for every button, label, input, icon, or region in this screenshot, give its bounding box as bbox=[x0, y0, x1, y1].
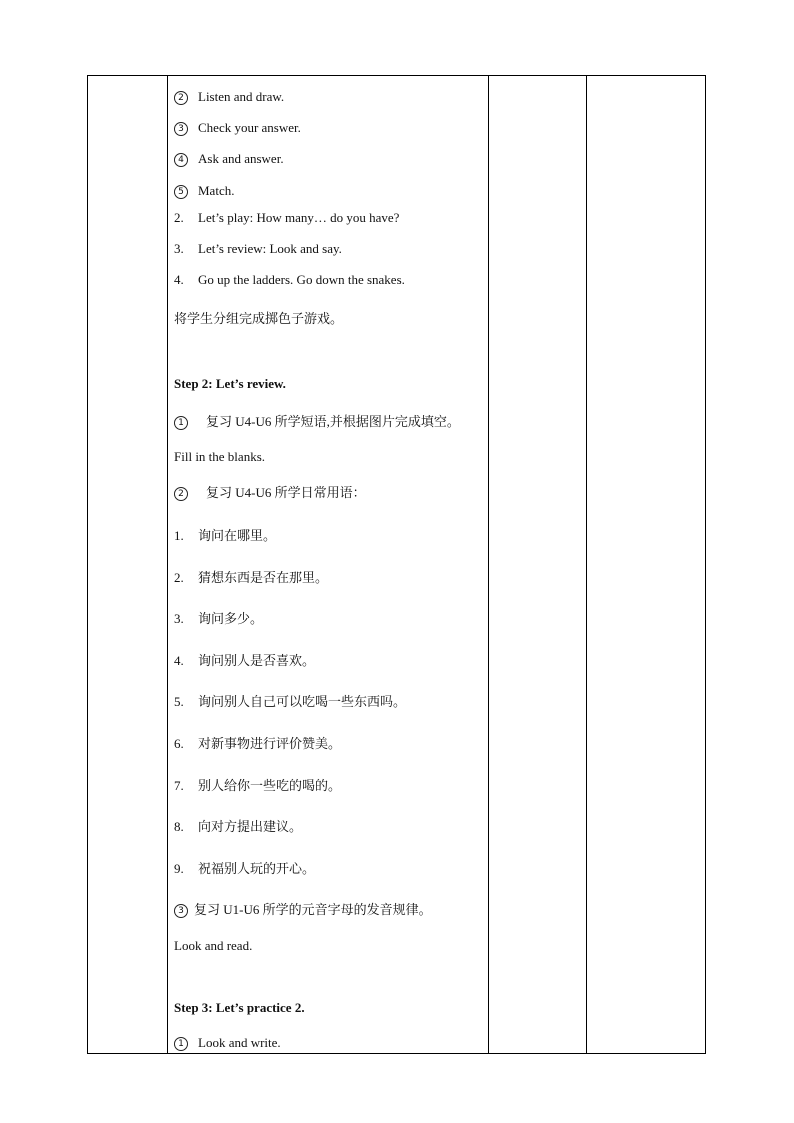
list-item bbox=[174, 611, 263, 627]
line-text: 猜想东西是否在那里。 bbox=[198, 570, 329, 585]
lesson-table bbox=[87, 75, 706, 1054]
list-number: 2. bbox=[174, 210, 184, 225]
heading-text: Step 2: Let’s review. bbox=[174, 376, 286, 391]
list-item bbox=[174, 485, 366, 501]
line-text: Check your answer. bbox=[198, 120, 301, 135]
list-item bbox=[174, 861, 315, 877]
circled-number: 2 bbox=[174, 91, 188, 105]
line-text: 向对方提出建议。 bbox=[198, 819, 303, 834]
line-text: Let’s review: Look and say. bbox=[198, 241, 342, 256]
list-item bbox=[174, 819, 302, 835]
list-number: 4. bbox=[174, 653, 184, 668]
list-item bbox=[174, 1035, 281, 1051]
list-item bbox=[174, 183, 234, 199]
list-item bbox=[174, 272, 405, 288]
line-text: 复习 U1-U6 所学的元音字母的发音规律。 bbox=[194, 902, 432, 917]
line-text: 询问多少。 bbox=[198, 611, 264, 626]
list-item bbox=[174, 570, 328, 586]
list-item bbox=[174, 902, 432, 918]
list-item bbox=[174, 210, 399, 226]
line-text: 复习 U4-U6 所学短语,并根据图片完成填空。 bbox=[206, 414, 460, 429]
line-text: 祝福别人玩的开心。 bbox=[198, 861, 316, 876]
left-column-cell bbox=[88, 76, 168, 1053]
circled-number: 2 bbox=[174, 487, 188, 501]
list-item bbox=[174, 414, 460, 430]
paragraph bbox=[174, 938, 252, 954]
list-item bbox=[174, 89, 284, 105]
list-number: 3. bbox=[174, 611, 184, 626]
line-text: 复习 U4-U6 所学日常用语： bbox=[206, 485, 366, 500]
line-text: Go up the ladders. Go down the snakes. bbox=[198, 272, 405, 287]
paragraph bbox=[174, 449, 265, 465]
line-text: Look and read. bbox=[174, 938, 253, 953]
list-number: 6. bbox=[174, 736, 184, 751]
line-text: Look and write. bbox=[198, 1035, 281, 1050]
list-number: 1. bbox=[174, 528, 184, 543]
list-item bbox=[174, 151, 284, 167]
list-item bbox=[174, 241, 342, 257]
notes-column-cell bbox=[489, 76, 587, 1053]
procedure-column-cell bbox=[168, 76, 489, 1053]
list-item bbox=[174, 778, 341, 794]
paragraph bbox=[174, 311, 343, 327]
line-text: Listen and draw. bbox=[198, 89, 285, 104]
list-number: 8. bbox=[174, 819, 184, 834]
line-text: Let’s play: How many… do you have? bbox=[198, 210, 400, 225]
list-number: 5. bbox=[174, 694, 184, 709]
heading-text: Step 3: Let’s practice 2. bbox=[174, 1000, 305, 1015]
list-item bbox=[174, 653, 315, 669]
line-text: 询问别人自己可以吃喝一些东西吗。 bbox=[198, 694, 407, 709]
line-text: 询问在哪里。 bbox=[198, 528, 277, 543]
circled-number: 1 bbox=[174, 1037, 188, 1051]
list-number: 7. bbox=[174, 778, 184, 793]
line-text: 别人给你一些吃的喝的。 bbox=[198, 778, 342, 793]
list-item bbox=[174, 528, 276, 544]
line-text: 对新事物进行评价赞美。 bbox=[198, 736, 342, 751]
circled-number: 3 bbox=[174, 904, 188, 918]
step-heading bbox=[174, 1000, 305, 1016]
circled-number: 1 bbox=[174, 416, 188, 430]
line-text: Ask and answer. bbox=[198, 151, 284, 166]
step-heading bbox=[174, 376, 286, 392]
list-item bbox=[174, 694, 406, 710]
list-number: 9. bbox=[174, 861, 184, 876]
list-item bbox=[174, 120, 301, 136]
list-number: 2. bbox=[174, 570, 184, 585]
line-text: 将学生分组完成掷色子游戏。 bbox=[174, 311, 344, 326]
list-item bbox=[174, 736, 341, 752]
circled-number: 5 bbox=[174, 185, 188, 199]
line-text: Fill in the blanks. bbox=[174, 449, 265, 464]
line-text: 询问别人是否喜欢。 bbox=[198, 653, 316, 668]
remarks-column-cell bbox=[587, 76, 705, 1053]
circled-number: 4 bbox=[174, 153, 188, 167]
list-number: 3. bbox=[174, 241, 184, 256]
line-text: Match. bbox=[198, 183, 235, 198]
list-number: 4. bbox=[174, 272, 184, 287]
circled-number: 3 bbox=[174, 122, 188, 136]
